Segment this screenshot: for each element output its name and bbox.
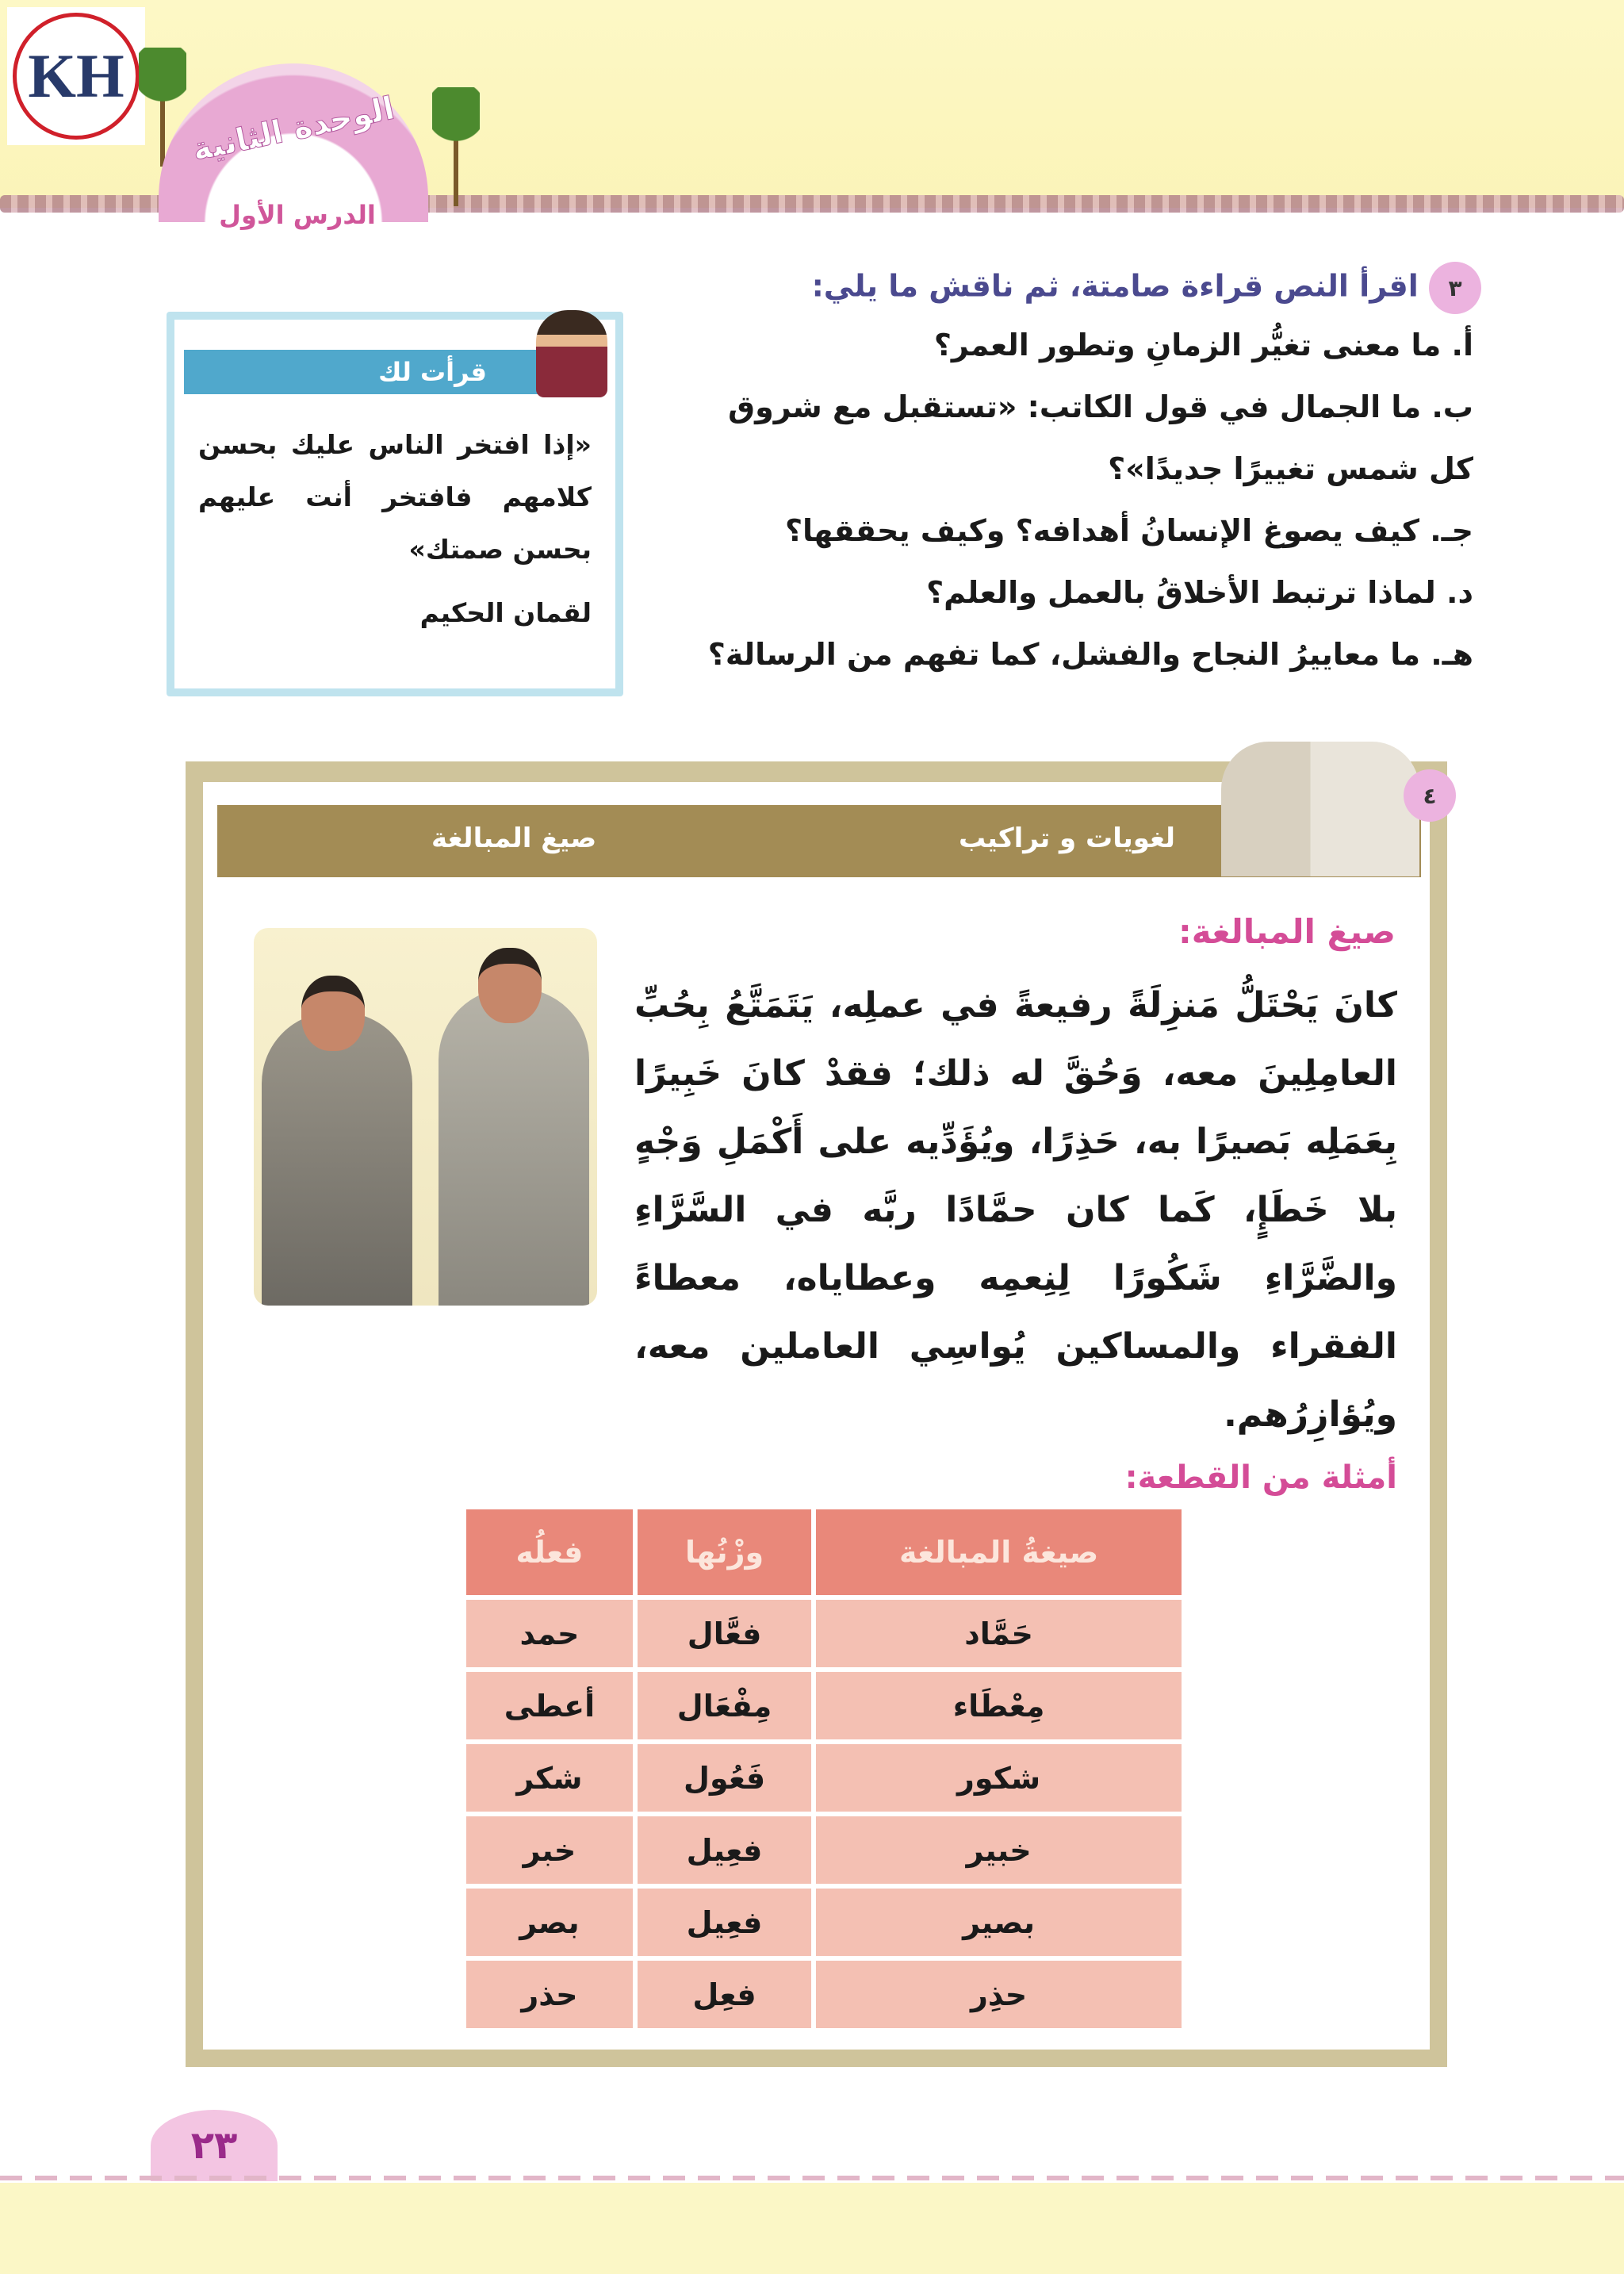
question-item: أ. ما معنى تغيُّر الزمانِ وتطور العمر؟ xyxy=(933,328,1473,362)
section-heading: صيغ المبالغة: xyxy=(1178,912,1396,951)
table-cell: شكر xyxy=(466,1744,633,1812)
page-number: ٢٣ xyxy=(151,2110,278,2181)
table-cell: فعَّال xyxy=(638,1600,811,1667)
table-row xyxy=(466,1600,1182,1667)
table-cell: فعِيل xyxy=(638,1889,811,1956)
table-cell: بصير xyxy=(816,1889,1182,1956)
section-number: ٤ xyxy=(1404,769,1456,822)
table-row xyxy=(466,1816,1182,1884)
section-content xyxy=(462,972,1397,2033)
column-header: فعلُه xyxy=(466,1509,633,1595)
question-item: جـ. كيف يصوغ الإنسانُ أهدافه؟ وكيف يحققها؟ xyxy=(784,513,1473,548)
question-item: هـ. ما معاييرُ النجاح والفشل، كما تفهم من الرسالة؟ xyxy=(707,637,1473,672)
examples-table xyxy=(462,1505,1186,2033)
table-cell: خبر xyxy=(466,1816,633,1884)
table-cell: فَعُول xyxy=(638,1744,811,1812)
table-row xyxy=(466,1744,1182,1812)
footer-border xyxy=(0,2176,1624,2180)
question-item: ب. ما الجمال في قول الكاتب: «تستقبل مع شروق كل شمس تغييرًا جديدًا»؟ xyxy=(728,389,1473,486)
table-row xyxy=(466,1889,1182,1956)
table-cell: حَمَّاد xyxy=(816,1600,1182,1667)
table-cell: فعِل xyxy=(638,1961,811,2028)
table-cell: فعِيل xyxy=(638,1816,811,1884)
table-cell: بصر xyxy=(466,1889,633,1956)
table-cell: مِفْعَال xyxy=(638,1672,811,1739)
section-category: لغويات و تراكيب xyxy=(959,823,1175,854)
question-3 xyxy=(688,262,1481,685)
table-cell: حمد xyxy=(466,1600,633,1667)
lesson-title: الدرس الأول xyxy=(219,200,376,230)
table-row xyxy=(466,1672,1182,1739)
table-cell: حذِر xyxy=(816,1961,1182,2028)
quote-box xyxy=(167,312,623,696)
logo xyxy=(7,7,145,145)
question-number: ٣ xyxy=(1429,262,1481,314)
table-cell: شكور xyxy=(816,1744,1182,1812)
logo-mark: KH xyxy=(13,13,140,140)
question-heading: اقرأ النص قراءة صامتة، ثم ناقش ما يلي: xyxy=(811,268,1419,304)
quote-text: «إذا افتخر الناس عليك بحسن كلامهم فافتخر أنت عليهم بحسن صمتك» xyxy=(198,429,592,565)
column-header: وزْنُها xyxy=(638,1509,811,1595)
examples-heading: أمثلة من القطعة: xyxy=(1124,1459,1397,1496)
section-topic: صيغ المبالغة xyxy=(431,823,597,854)
palm-tree-image xyxy=(432,87,480,206)
table-cell: مِعْطَاء xyxy=(816,1672,1182,1739)
reader-image xyxy=(536,310,607,397)
table-row xyxy=(466,1961,1182,2028)
footer-band xyxy=(0,2183,1624,2274)
unit-title: الوحدة الثانية xyxy=(189,90,398,169)
table-cell: أعطى xyxy=(466,1672,633,1739)
students-image xyxy=(1221,742,1419,876)
table-cell: خبير xyxy=(816,1816,1182,1884)
reading-paragraph: كانَ يَحْتَلُّ مَنزِلَةً رفيعةً في عملِه، يَتَمَتَّعُ بِحُبِّ العامِلِينَ معه، وَحُقَّ له ذلك؛ فقدْ كانَ خَبِيرًا بِعَمَلِه بَصيرًا به، حَذِرًا، ويُؤَدِّيه على أَكْمَلِ وَجْهٍ بلا خَطَإٍ، كَما كان حمَّادًا ربَّه في السَّرَّاءِ والضَّرَّاءِ شَكُورًا لِنِعمِه وعطاياه، معطاءً الفقراء والمساكين يُواسِي العاملين معه، ويُؤازِرُهم. xyxy=(634,985,1397,1435)
quote-title: قرأت لك xyxy=(184,350,606,394)
table-cell: حذر xyxy=(466,1961,633,2028)
question-item: د. لماذا ترتبط الأخلاقُ بالعمل والعلم؟ xyxy=(926,575,1473,610)
column-header: صيغةُ المبالغة xyxy=(816,1509,1182,1595)
quote-author: لقمان الحكيم xyxy=(419,597,592,628)
